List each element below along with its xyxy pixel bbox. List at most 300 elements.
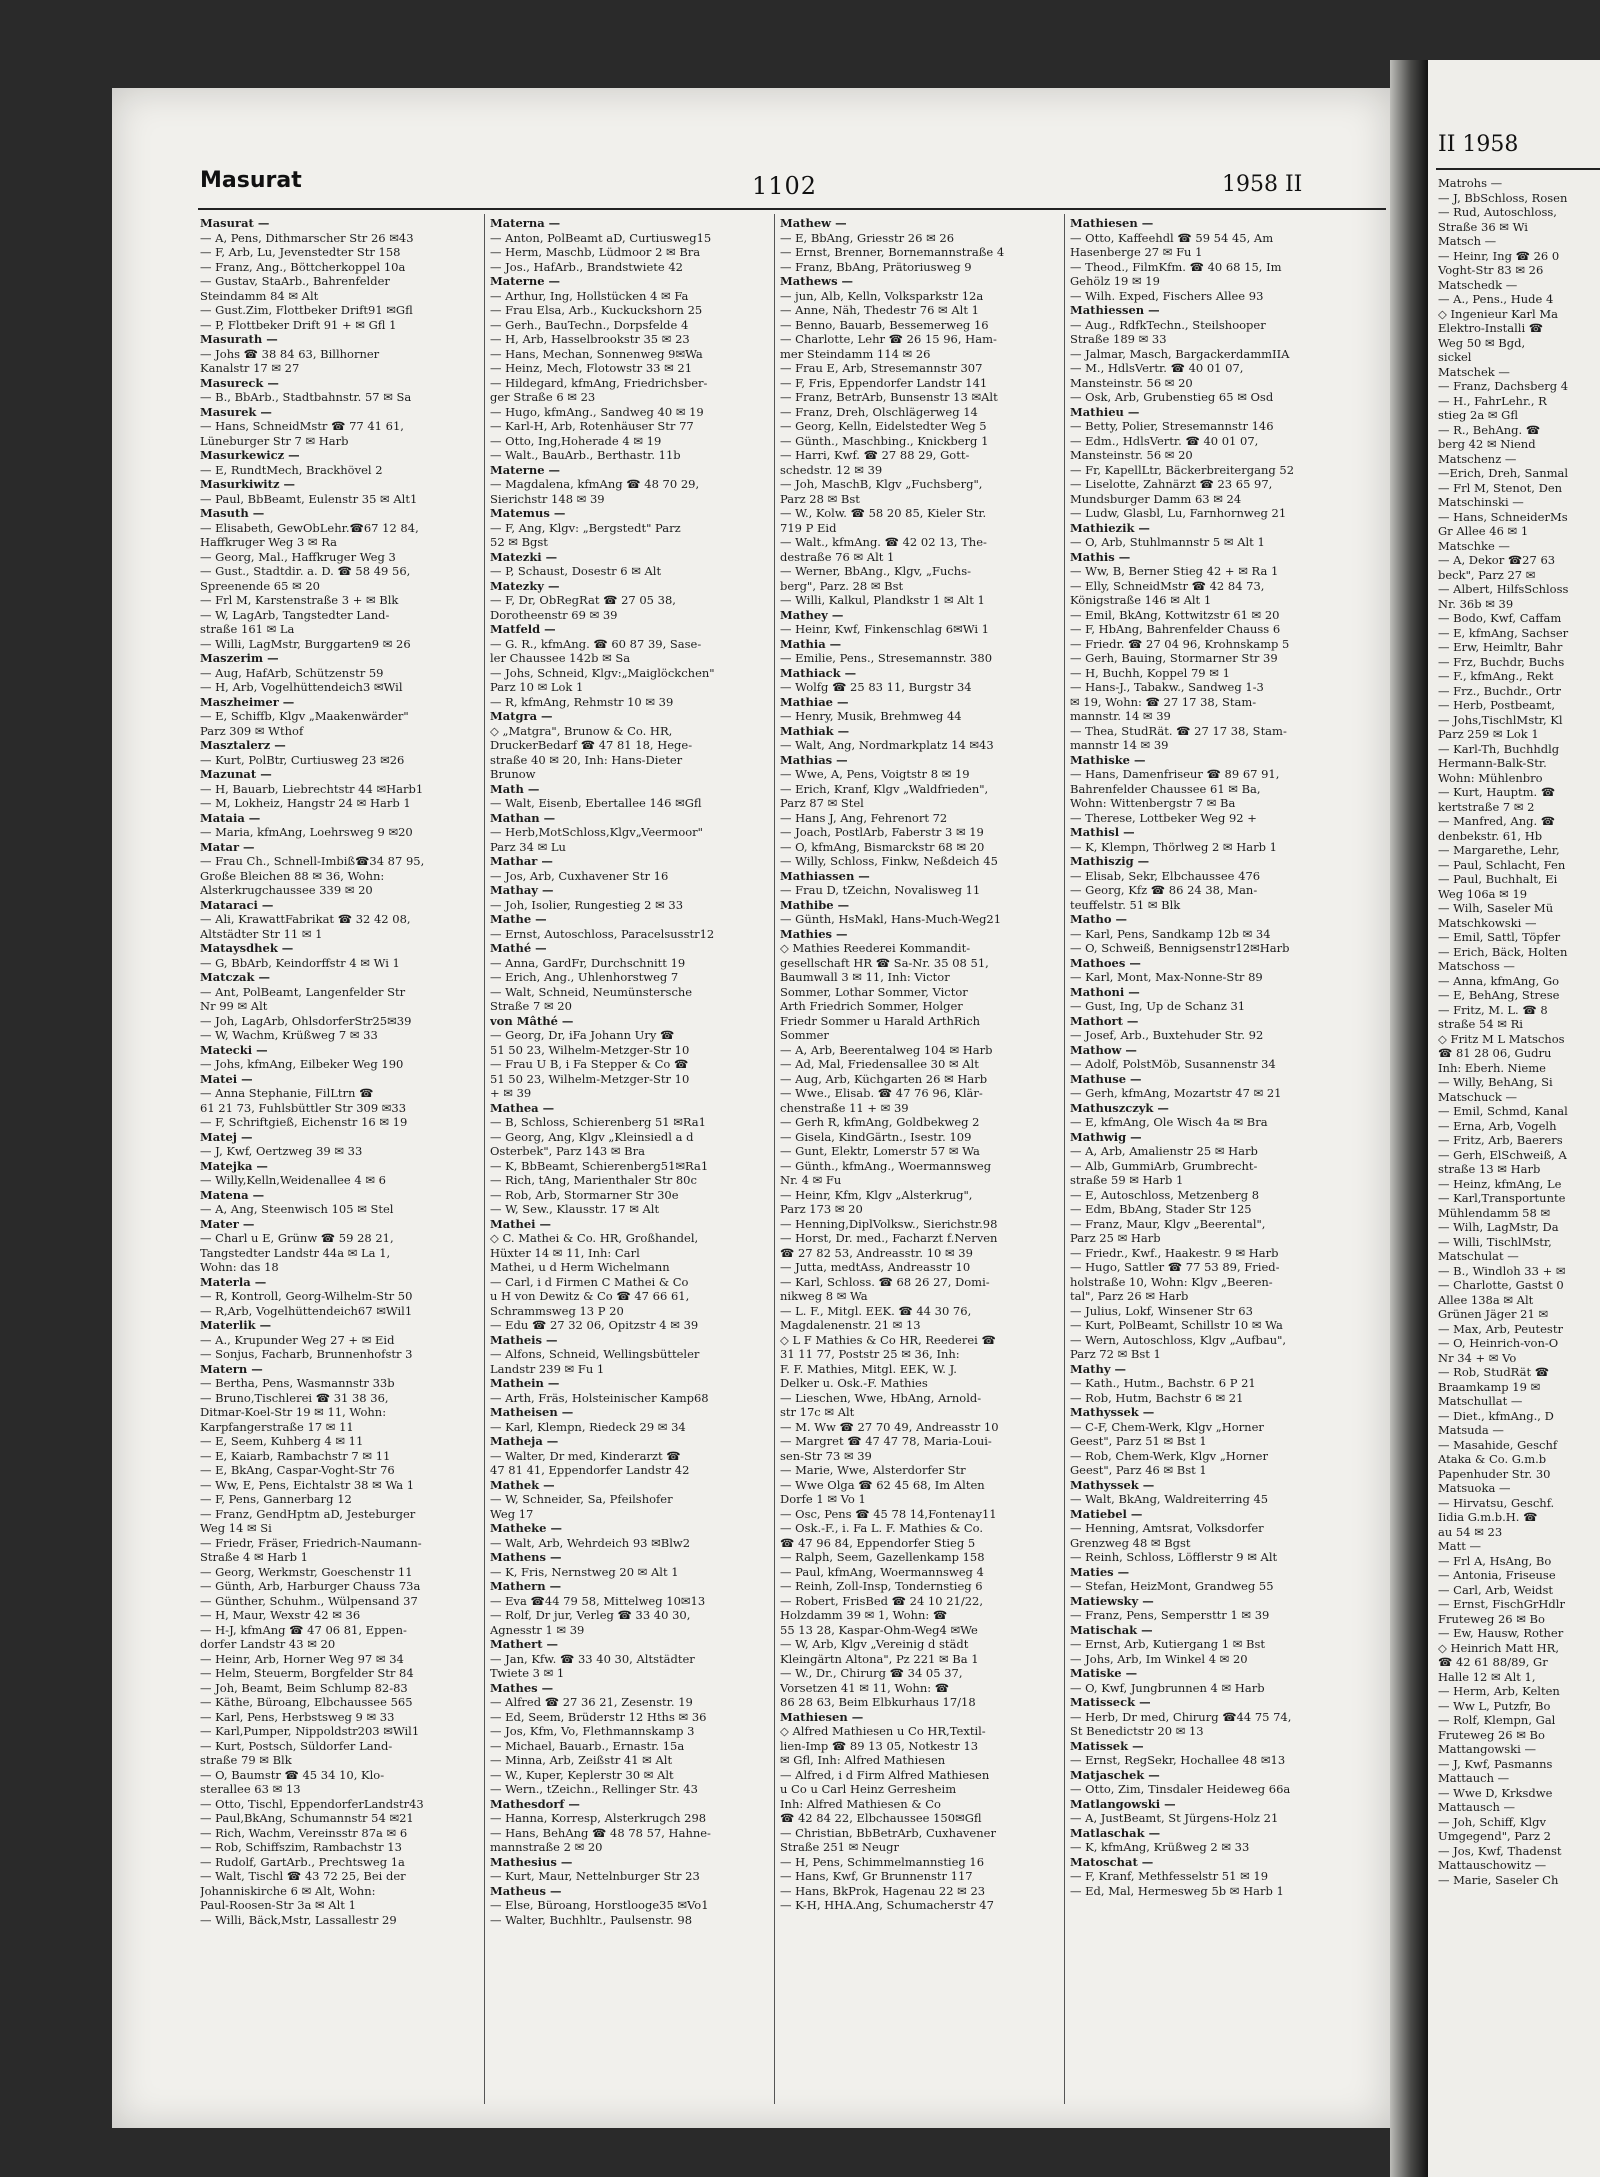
directory-entry: — Reinh, Zoll-Insp, Tondernstieg 6 — [780, 1579, 983, 1593]
directory-entry: gesellschaft HR ☎ Sa-Nr. 35 08 51, — [780, 955, 989, 970]
directory-entry: Brunow — [490, 767, 536, 781]
surname-heading: Matschek — — [1438, 364, 1510, 379]
directory-entry: lien-Imp ☎ 89 13 05, Notkestr 13 — [780, 1738, 979, 1753]
directory-entry: holstraße 10, Wohn: Klgv „Beeren- — [1070, 1274, 1273, 1289]
directory-entry: — W., Kolw. ☎ 58 20 85, Kieler Str. — [780, 506, 987, 520]
surname-heading: Mattausch — — [1438, 1800, 1516, 1814]
directory-entry: ☎ 42 61 88/89, Gr — [1438, 1655, 1548, 1669]
directory-entry: — Otto, Kaffeehdl ☎ 59 54 45, Am — [1070, 230, 1274, 245]
directory-entry: — L. F., Mitgl. EEK. ☎ 44 30 76, — [780, 1303, 972, 1318]
directory-entry: — Rob, StudRät ☎ — [1438, 1365, 1550, 1379]
surname-heading: Mater — — [200, 1216, 255, 1231]
directory-entry: — Arth, Fräs, Holsteinischer Kamp68 — [490, 1390, 709, 1405]
directory-entry: — Jalmar, Masch, BargackerdammIIA — [1070, 346, 1290, 361]
directory-entry: — Herb,MotSchloss,Klgv„Veermoor" — [490, 825, 703, 839]
directory-entry: — Ali, KrawattFabrikat ☎ 32 42 08, — [200, 912, 411, 926]
directory-entry: — Joh, Schiff, Klgv — [1438, 1814, 1547, 1829]
surname-heading: Mathwig — — [1070, 1129, 1142, 1144]
directory-entry: — M. Ww ☎ 27 70 49, Andreasstr 10 — [780, 1419, 999, 1434]
directory-entry: teuffelstr. 51 ✉ Blk — [1070, 897, 1181, 912]
directory-entry: — W, LagArb, Tangstedter Land- — [200, 607, 390, 622]
directory-column-3 — [780, 216, 1057, 1913]
directory-entry: — Anton, PolBeamt aD, Curtiusweg15 — [490, 230, 712, 245]
directory-entry: — Christian, BbBetrArb, Cuxhavener — [780, 1825, 996, 1840]
directory-entry: ☎ 42 84 22, Elbchaussee 150✉Gfl — [780, 1811, 982, 1825]
directory-entry: — Thea, StudRät. ☎ 27 17 38, Stam- — [1070, 723, 1287, 738]
directory-entry: Weg 50 ✉ Bgd, — [1438, 335, 1526, 350]
directory-entry: — Heinz, kfmAng, Le — [1438, 1176, 1562, 1191]
directory-entry: — Masahide, Geschf — [1438, 1437, 1558, 1452]
surname-heading: Mathert — — [490, 1637, 559, 1651]
directory-entry: Alsterkrugchaussee 339 ✉ 20 — [200, 883, 373, 897]
directory-entry: — M, Lokheiz, Hangstr 24 ✉ Harb 1 — [200, 796, 411, 810]
directory-entry: — Wwe Olga ☎ 62 45 68, Im Alten — [780, 1477, 985, 1492]
directory-entry: — Joh, LagArb, OhlsdorferStr25✉39 — [200, 1013, 412, 1028]
directory-entry: + ✉ 39 — [490, 1086, 532, 1100]
directory-entry: — Erna, Arb, Vogelh — [1438, 1118, 1557, 1133]
directory-entry: Hasenberge 27 ✉ Fu 1 — [1070, 245, 1203, 259]
surname-heading: Materlik — — [200, 1318, 272, 1332]
directory-entry: — Franz, Dreh, Olschlägerweg 14 — [780, 404, 978, 419]
surname-heading: Mathe — — [490, 912, 547, 926]
surname-heading: Matissek — — [1070, 1738, 1144, 1753]
directory-entry: — Magdalena, kfmAng ☎ 48 70 29, — [490, 477, 700, 491]
directory-entry: — H, Pens, Schimmelmannstieg 16 — [780, 1854, 985, 1869]
surname-heading: Matiewsky — — [1070, 1593, 1154, 1608]
directory-entry: — Anna Stephanie, FilLtrn ☎ — [200, 1086, 374, 1100]
directory-entry: 719 P Eid — [780, 520, 837, 535]
directory-entry: — A, Arb, Beerentalweg 104 ✉ Harb — [780, 1042, 993, 1057]
directory-entry: — Georg, Werkmstr, Goeschenstr 11 — [200, 1564, 413, 1579]
directory-entry: — Ernst, RegSekr, Hochallee 48 ✉13 — [1070, 1753, 1286, 1767]
directory-entry: — Ad, Mal, Friedensallee 30 ✉ Alt — [780, 1057, 979, 1071]
directory-page — [112, 88, 1390, 2128]
surname-heading: Matschinski — — [1438, 495, 1524, 509]
directory-entry: — Carl, i d Firmen C Mathei & Co — [490, 1274, 689, 1289]
directory-entry: — Joh, Beamt, Beim Schlump 82-83 — [200, 1680, 408, 1695]
directory-entry: ◇ Mathies Reederei Kommandit- — [780, 941, 971, 955]
directory-entry: — Otto, Zim, Tinsdaler Heideweg 66a — [1070, 1782, 1291, 1796]
directory-entry: Weg 17 — [490, 1506, 534, 1521]
surname-heading: Mathews — — [780, 274, 854, 288]
directory-entry: — J, BbSchloss, Rosen — [1438, 190, 1568, 205]
directory-entry: — Maria, kfmAng, Loehrsweg 9 ✉20 — [200, 825, 413, 839]
directory-entry: — Rob, Chem-Werk, Klgv „Horner — [1070, 1448, 1268, 1463]
directory-entry: Wohn: das 18 — [200, 1260, 279, 1274]
directory-entry: — Emil, BkAng, Kottwitzstr 61 ✉ 20 — [1070, 607, 1280, 622]
surname-heading: Materla — — [200, 1274, 267, 1289]
directory-entry: — Anne, Näh, Thedestr 76 ✉ Alt 1 — [780, 303, 979, 317]
surname-heading: Matej — — [200, 1129, 253, 1144]
directory-entry: — Herb, Postbeamt, — [1438, 698, 1556, 712]
directory-entry: — Wwe, A, Pens, Voigtstr 8 ✉ 19 — [780, 767, 970, 781]
directory-entry: 31 11 77, Poststr 25 ✉ 36, Inh: — [780, 1347, 960, 1361]
directory-entry: — Hirvatsu, Geschf. — [1438, 1495, 1555, 1510]
directory-entry: — Ww L, Putzfr, Bo — [1438, 1698, 1551, 1713]
directory-entry: Baumwall 3 ✉ 11, Inh: Victor — [780, 970, 950, 984]
directory-entry: — Michael, Bauarb., Ernastr. 15a — [490, 1738, 685, 1753]
directory-entry: — Hanna, Korresp, Alsterkrugch 298 — [490, 1811, 707, 1825]
directory-entry: — Henry, Musik, Brehmweg 44 — [780, 709, 962, 723]
directory-entry: Parz 259 ✉ Lok 1 — [1438, 727, 1539, 741]
directory-entry: Nr 99 ✉ Alt — [200, 999, 268, 1013]
directory-entry: — A, Ang, Steenwisch 105 ✉ Stel — [200, 1202, 394, 1216]
directory-entry: — Jutta, medtAss, Andreasstr 10 — [780, 1260, 971, 1274]
surname-heading: Mataia — — [200, 810, 261, 825]
directory-entry: — F, Kranf, Methfesselstr 51 ✉ 19 — [1070, 1869, 1269, 1883]
directory-entry: — Ernst, Autoschloss, Paracelsusstr12 — [490, 926, 715, 941]
surname-heading: Matjaschek — — [1070, 1767, 1160, 1782]
directory-entry: Kleingärtn Altona", Pz 221 ✉ Ba 1 — [780, 1651, 979, 1666]
directory-entry: — Friedr. ☎ 27 04 96, Krohnskamp 5 — [1070, 636, 1290, 651]
directory-entry: — Walter, Dr med, Kinderarzt ☎ — [490, 1448, 681, 1463]
surname-heading: Mathieu — — [1070, 404, 1140, 419]
directory-entry: — Bertha, Pens, Wasmannstr 33b — [200, 1376, 395, 1390]
directory-entry: — Osk, Arb, Grubenstieg 65 ✉ Osd — [1070, 390, 1274, 404]
directory-entry: — Kurt, PolBtr, Curtiusweg 23 ✉26 — [200, 752, 405, 767]
directory-entry: — Else, Büroang, Horstlooge35 ✉Vo1 — [490, 1898, 709, 1912]
directory-entry: — W, Schneider, Sa, Pfeilshofer — [490, 1492, 673, 1506]
surname-heading: Matheke — — [490, 1521, 562, 1535]
directory-entry: — Fritz, M. L. ☎ 8 — [1438, 1002, 1548, 1017]
surname-heading: Mattauch — — [1438, 1771, 1510, 1785]
surname-heading: Matern — — [200, 1361, 263, 1376]
directory-entry: — Rudolf, GartArb., Prechtsweg 1a — [200, 1854, 405, 1869]
directory-entry: — Werner, BbAng., Klgv, „Fuchs- — [780, 564, 972, 578]
directory-entry: — Ww, E, Pens, Eichtalstr 38 ✉ Wa 1 — [200, 1477, 415, 1492]
surname-heading: Mathesdorf — — [490, 1796, 580, 1811]
surname-heading: Mathoes — — [1070, 955, 1141, 970]
directory-entry: — Herm, Arb, Kelten — [1438, 1684, 1560, 1698]
directory-entry: — H, Arb, Vogelhüttendeich3 ✉Wil — [200, 680, 403, 694]
directory-entry: — Robert, FrisBed ☎ 24 10 21/22, — [780, 1593, 984, 1608]
directory-entry: — Friedr., Kwf., Haakestr. 9 ✉ Harb — [1070, 1245, 1279, 1260]
directory-entry: Sommer — [780, 1028, 829, 1042]
directory-entry: — Johs, Arb, Im Winkel 4 ✉ 20 — [1070, 1651, 1248, 1666]
directory-entry: — Johs, Schneid, Klgv:„Maiglöckchen" — [490, 665, 715, 680]
directory-entry: Bahrenfelder Chaussee 61 ✉ Ba, — [1070, 781, 1261, 796]
directory-entry: Delker u. Osk.-F. Mathies — [780, 1376, 928, 1390]
directory-entry: — Minna, Arb, Zeißstr 41 ✉ Alt — [490, 1753, 673, 1767]
directory-entry: — E, kfmAng, Ole Wisch 4a ✉ Bra — [1070, 1115, 1268, 1129]
surname-heading: Matezky — — [490, 578, 560, 593]
directory-entry: — Herm, Maschb, Lüdmoor 2 ✉ Bra — [490, 245, 701, 259]
surname-heading: Mathort — — [1070, 1013, 1139, 1028]
directory-entry: ◇ C. Mathei & Co. HR, Großhandel, — [490, 1231, 699, 1245]
directory-entry: Braamkamp 19 ✉ — [1438, 1379, 1541, 1394]
directory-entry: — P, Flottbeker Drift 91 + ✉ Gfl 1 — [200, 317, 397, 332]
directory-entry: Papenhuder Str. 30 — [1438, 1466, 1551, 1481]
directory-entry: ◇ Alfred Mathiesen u Co HR,Textil- — [780, 1724, 986, 1738]
directory-entry: — E, RundtMech, Brackhövel 2 — [200, 462, 383, 477]
directory-entry: — E, Schiffb, Klgv „Maakenwärder" — [200, 709, 409, 723]
directory-entry: schedstr. 12 ✉ 39 — [780, 462, 883, 477]
directory-entry: — Franz, GendHptm aD, Jesteburger — [200, 1506, 416, 1521]
surname-heading: Matsch — — [1438, 234, 1497, 248]
directory-entry: — Otto, Ing,Hoherade 4 ✉ 19 — [490, 433, 662, 448]
directory-entry: Geest", Parz 46 ✉ Bst 1 — [1070, 1463, 1207, 1477]
directory-entry: — Karl-H, Arb, Rotenhäuser Str 77 — [490, 419, 694, 433]
directory-entry: — jun, Alb, Kelln, Volksparkstr 12a — [780, 288, 984, 303]
directory-entry: Halle 12 ✉ Alt 1, — [1438, 1669, 1536, 1684]
directory-entry: — Gisela, KindGärtn., Isestr. 109 — [780, 1129, 972, 1144]
surname-heading: Matfeld — — [490, 622, 556, 636]
directory-entry: — Otto, Tischl, EppendorferLandstr43 — [200, 1796, 424, 1811]
directory-entry: — Hans, Damenfriseur ☎ 89 67 91, — [1070, 767, 1280, 781]
directory-entry: — Emil, Schmd, Kanal — [1438, 1104, 1568, 1118]
directory-entry: — Gust., Stadtdir. a. D. ☎ 58 49 56, — [200, 564, 411, 578]
directory-entry: — Karl, Klempn, Riedeck 29 ✉ 34 — [490, 1419, 686, 1434]
surname-heading: Mathiak — — [780, 723, 850, 738]
directory-entry: — Jos, Kwf, Thadenst — [1438, 1843, 1562, 1858]
directory-entry: — K-H, HHA.Ang, Schumacherstr 47 — [780, 1898, 994, 1912]
surname-heading: Matheisen — — [490, 1405, 574, 1419]
directory-entry: — Gerh, ElSchweiß, A — [1438, 1147, 1567, 1162]
directory-entry: ◇ „Matgra", Brunow & Co. HR, — [490, 723, 673, 738]
directory-column-1 — [200, 216, 477, 1927]
directory-entry: — K, kfmAng, Krüßweg 2 ✉ 33 — [1070, 1840, 1250, 1854]
directory-entry: — Frz, Buchdr, Buchs — [1438, 654, 1565, 669]
directory-entry: Mundsburger Damm 63 ✉ 24 — [1070, 491, 1242, 506]
directory-entry: Twiete 3 ✉ 1 — [490, 1666, 565, 1680]
directory-entry: — Wilh. Exped, Fischers Allee 93 — [1070, 288, 1264, 303]
surname-heading: Matei — — [200, 1071, 253, 1086]
surname-heading: Mathiassen — — [780, 868, 870, 883]
directory-entry: Straße 4 ✉ Harb 1 — [200, 1550, 308, 1564]
book-gutter — [1390, 60, 1428, 2177]
directory-entry: Nr. 36b ✉ 39 — [1438, 596, 1514, 611]
directory-entry: — W., Kuper, Keplerstr 30 ✉ Alt — [490, 1767, 674, 1782]
directory-entry: — Kurt, Hauptm. ☎ — [1438, 785, 1556, 799]
directory-entry: — R,Arb, Vogelhüttendeich67 ✉Wil1 — [200, 1303, 413, 1318]
directory-entry: — K, Fris, Nernstweg 20 ✉ Alt 1 — [490, 1564, 679, 1579]
directory-entry: — Hans, Kwf, Gr Brunnenstr 117 — [780, 1869, 973, 1883]
directory-entry: — Arthur, Ing, Hollstücken 4 ✉ Fa — [490, 288, 689, 303]
directory-entry: — P, Schaust, Dosestr 6 ✉ Alt — [490, 564, 662, 578]
directory-entry: — Ernst, FischGrHdlr — [1438, 1597, 1565, 1611]
directory-entry: — Hans-J., Tabakw., Sandweg 1-3 — [1070, 680, 1264, 694]
surname-heading: Matena — — [200, 1187, 265, 1202]
directory-entry: — Joh, Isolier, Rungestieg 2 ✉ 33 — [490, 897, 684, 912]
directory-entry: Grünen Jäger 21 ✉ — [1438, 1307, 1549, 1321]
surname-heading: Matheis — — [490, 1332, 558, 1347]
directory-entry: — Alb, GummiArb, Grumbrecht- — [1070, 1158, 1258, 1173]
directory-entry: — Walt, Arb, Wehrdeich 93 ✉Blw2 — [490, 1535, 691, 1550]
directory-entry: — Elly, SchneidMstr ☎ 42 84 73, — [1070, 578, 1265, 593]
directory-entry: ☎ 47 96 84, Eppendorfer Stieg 5 — [780, 1535, 976, 1550]
surname-heading: Materne — — [490, 274, 561, 288]
directory-entry: St Benedictstr 20 ✉ 13 — [1070, 1724, 1204, 1738]
directory-entry: — H-J, kfmAng ☎ 47 06 81, Eppen- — [200, 1622, 407, 1637]
directory-entry: — Willi, TischlMstr, — [1438, 1234, 1552, 1249]
directory-entry: — Paul, Schlacht, Fen — [1438, 857, 1566, 872]
directory-entry: — R., BehAng. ☎ — [1438, 422, 1541, 437]
directory-entry: tal", Parz 26 ✉ Harb — [1070, 1289, 1189, 1303]
directory-entry: — Wwe., Elisab. ☎ 47 76 96, Klär- — [780, 1086, 983, 1100]
directory-entry: Weg 106a ✉ 19 — [1438, 886, 1528, 901]
surname-heading: Matt — — [1438, 1539, 1482, 1553]
surname-heading: Mathiszig — — [1070, 854, 1150, 868]
directory-entry: — Antonia, Friseuse — [1438, 1568, 1556, 1582]
directory-entry: — Erw, Heimltr, Bahr — [1438, 640, 1563, 654]
facing-page-header: II 1958 — [1438, 132, 1519, 157]
directory-entry: — Gustav, StaArb., Bahrenfelder — [200, 274, 390, 288]
directory-entry: — Walt, Tischl ☎ 43 72 25, Bei der — [200, 1869, 406, 1883]
directory-entry: Hermann-Balk-Str. — [1438, 756, 1547, 770]
directory-entry: — Willy, BehAng, Si — [1438, 1075, 1553, 1089]
directory-entry: — H, Maur, Wexstr 42 ✉ 36 — [200, 1608, 361, 1622]
surname-heading: Masurath — — [200, 332, 278, 346]
directory-entry: Straße 251 ✉ Neugr — [780, 1840, 900, 1854]
directory-entry: — Franz, Pens, Sempersttr 1 ✉ 39 — [1070, 1608, 1270, 1622]
directory-entry: — Carl, Arb, Weidst — [1438, 1582, 1554, 1597]
surname-heading: Math — — [490, 781, 540, 796]
directory-entry: — Edm., HdlsVertr. ☎ 40 01 07, — [1070, 433, 1259, 448]
directory-entry: — Wilh, Saseler Mü — [1438, 901, 1554, 915]
directory-entry: — Walt, Eisenb, Ebertallee 146 ✉Gfl — [490, 796, 702, 810]
directory-entry: Allee 138a ✉ Alt — [1438, 1292, 1534, 1307]
directory-entry: — O, Kwf, Jungbrunnen 4 ✉ Harb — [1070, 1680, 1265, 1695]
directory-entry: Fruteweg 26 ✉ Bo — [1438, 1611, 1545, 1626]
directory-entry: ◇ Heinrich Matt HR, — [1438, 1640, 1559, 1655]
directory-entry: Umgegend", Parz 2 — [1438, 1829, 1551, 1843]
directory-entry: — Günther, Schuhm., Wülpensand 37 — [200, 1593, 418, 1608]
directory-entry: berg", Parz. 28 ✉ Bst — [780, 578, 904, 593]
directory-entry: ◇ L F Mathies & Co HR, Reederei ☎ — [780, 1332, 996, 1347]
directory-entry: Lüneburger Str 7 ✉ Harb — [200, 433, 349, 448]
directory-entry: u Co u Carl Heinz Gerresheim — [780, 1782, 957, 1796]
surname-heading: Matgra — — [490, 709, 553, 723]
directory-entry: dorfer Landstr 43 ✉ 20 — [200, 1637, 336, 1651]
directory-entry: berg 42 ✉ Niend — [1438, 437, 1536, 451]
directory-entry: — Joh, MaschB, Klgv „Fuchsberg", — [780, 477, 983, 491]
facing-page — [1428, 60, 1600, 2177]
directory-entry: — Kurt, PolBeamt, Schillstr 10 ✉ Wa — [1070, 1318, 1283, 1332]
directory-entry: sen-Str 73 ✉ 39 — [780, 1448, 872, 1463]
directory-entry: — Josef, Arb., Buxtehuder Str. 92 — [1070, 1028, 1264, 1042]
directory-entry: — F, Dr, ObRegRat ☎ 27 05 38, — [490, 593, 676, 607]
directory-entry: u H von Dewitz & Co ☎ 47 66 61, — [490, 1289, 690, 1303]
directory-entry: — Willi, Kalkul, Plandkstr 1 ✉ Alt 1 — [780, 593, 985, 607]
directory-entry: — Adolf, PolstMöb, Susannenstr 34 — [1070, 1057, 1276, 1071]
directory-entry: — Günth., kfmAng., Woermannsweg — [780, 1158, 992, 1173]
directory-entry: — E, Autoschloss, Metzenberg 8 — [1070, 1187, 1260, 1202]
directory-entry: — J, Kwf, Pasmanns — [1438, 1756, 1553, 1771]
directory-entry: nikweg 8 ✉ Wa — [780, 1289, 868, 1303]
column-divider — [484, 214, 485, 2104]
directory-entry: — Karl,Pumper, Nippoldstr203 ✉Wil1 — [200, 1724, 420, 1738]
directory-entry: — Charlotte, Gastst 0 — [1438, 1278, 1564, 1292]
directory-entry: — G. R., kfmAng. ☎ 60 87 39, Sase- — [490, 636, 702, 651]
directory-entry: — Hugo, Sattler ☎ 77 53 89, Fried- — [1070, 1260, 1280, 1274]
surname-heading: Matisseck — — [1070, 1695, 1151, 1709]
directory-entry: Parz 28 ✉ Bst — [780, 491, 860, 506]
directory-entry: ☎ 27 82 53, Andreasstr. 10 ✉ 39 — [780, 1245, 973, 1260]
directory-entry: straße 161 ✉ La — [200, 622, 295, 636]
surname-heading: Mathow — — [1070, 1042, 1137, 1057]
directory-entry: — Günth., Maschbing., Knickberg 1 — [780, 433, 989, 448]
directory-entry: — Anna, kfmAng, Go — [1438, 973, 1560, 988]
surname-heading: Masurek — — [200, 404, 272, 419]
directory-entry: destraße 76 ✉ Alt 1 — [780, 549, 895, 564]
directory-entry: — Käthe, Büroang, Elbchaussee 565 — [200, 1695, 413, 1709]
directory-entry: — R, kfmAng, Rehmstr 10 ✉ 39 — [490, 694, 674, 709]
directory-entry: — Hans J, Ang, Fehrenort 72 — [780, 810, 948, 825]
directory-entry: Voght-Str 83 ✉ 26 — [1438, 263, 1544, 277]
directory-entry: Friedr Sommer u Harald ArthRich — [780, 1013, 981, 1028]
directory-entry: — Kath., Hutm., Bachstr. 6 P 21 — [1070, 1376, 1256, 1390]
directory-entry: — Emilie, Pens., Stresemannstr. 380 — [780, 651, 993, 665]
surname-heading: Mathy — — [1070, 1361, 1127, 1376]
surname-heading: Mathan — — [490, 810, 556, 825]
directory-entry: — Charl u E, Grünw ☎ 59 28 21, — [200, 1231, 394, 1245]
directory-entry: — Sonjus, Facharb, Brunnenhofstr 3 — [200, 1347, 413, 1361]
directory-entry: — Walt., kfmAng. ☎ 42 02 13, The- — [780, 535, 987, 549]
directory-entry: — Jan, Kfw. ☎ 33 40 30, Altstädter — [490, 1651, 695, 1666]
directory-entry: — E, Seem, Kuhberg 4 ✉ 11 — [200, 1434, 364, 1448]
directory-entry: Altstädter Str 11 ✉ 1 — [200, 926, 323, 941]
surname-heading: Mattauschowitz — — [1438, 1858, 1547, 1872]
directory-entry: — Frau Ch., Schnell-Imbiß☎34 87 95, — [200, 854, 425, 868]
directory-entry: straße 13 ✉ Harb — [1438, 1162, 1541, 1176]
directory-entry: — O, Baumstr ☎ 45 34 10, Klo- — [200, 1767, 385, 1782]
directory-entry: Sierichstr 148 ✉ 39 — [490, 491, 605, 506]
surname-heading: Mathyssek — — [1070, 1477, 1155, 1492]
directory-entry: — Rolf, Dr jur, Verleg ☎ 33 40 30, — [490, 1608, 691, 1622]
directory-entry: DruckerBedarf ☎ 47 81 18, Hege- — [490, 738, 693, 752]
surname-heading: Matar — — [200, 839, 255, 854]
directory-entry: ☎ 81 28 06, Gudru — [1438, 1046, 1552, 1060]
directory-entry: — Fritz, Arb, Baerers — [1438, 1133, 1563, 1147]
directory-entry: — Friedr, Fräser, Friedrich-Naumann- — [200, 1535, 422, 1550]
directory-entry: — Eva ☎44 79 58, Mittelweg 10✉13 — [490, 1593, 706, 1608]
directory-entry: — F, Fris, Eppendorfer Landstr 141 — [780, 375, 988, 390]
directory-entry: — Osk.-F., i. Fa L. F. Mathies & Co. — [780, 1521, 984, 1535]
directory-entry: — Alfons, Schneid, Wellingsbütteler — [490, 1347, 700, 1361]
directory-entry: — O, Schweiß, Bennigsenstr12✉Harb — [1070, 941, 1290, 955]
directory-entry: — Gunt, Elektr, Lomerstr 57 ✉ Wa — [780, 1144, 980, 1158]
directory-entry: — Alfred ☎ 27 36 21, Zesenstr. 19 — [490, 1695, 693, 1709]
directory-entry: Landstr 239 ✉ Fu 1 — [490, 1361, 605, 1376]
directory-entry: — Willy,Kelln,Weidenallee 4 ✉ 6 — [200, 1173, 386, 1187]
directory-entry: — Ed, Seem, Brüderstr 12 Hths ✉ 36 — [490, 1709, 707, 1724]
directory-entry: — Frau D, tZeichn, Novalisweg 11 — [780, 883, 981, 897]
directory-entry: — Frl A, HsAng, Bo — [1438, 1553, 1552, 1568]
directory-entry: — Gerh R, kfmAng, Goldbekweg 2 — [780, 1115, 980, 1129]
directory-entry: — Betty, Polier, Stresemannstr 146 — [1070, 419, 1274, 433]
directory-entry: — H., FahrLehr., R — [1438, 393, 1547, 408]
directory-entry: — Theod., FilmKfm. ☎ 40 68 15, Im — [1070, 259, 1282, 274]
surname-heading: Mathern — — [490, 1579, 562, 1593]
directory-entry: — Henning,DiplVolksw., Sierichstr.98 — [780, 1216, 998, 1231]
directory-entry: stieg 2a ✉ Gfl — [1438, 408, 1519, 422]
directory-entry: Paul-Roosen-Str 3a ✉ Alt 1 — [200, 1898, 356, 1912]
directory-entry: — Bruno,Tischlerei ☎ 31 38 36, — [200, 1390, 389, 1405]
surname-heading: Materne — — [490, 462, 561, 477]
directory-entry: — Horst, Dr. med., Facharzt f.Nerven — [780, 1231, 998, 1245]
directory-entry: Inh: Eberh. Nieme — [1438, 1060, 1546, 1075]
surname-heading: Matschullat — — [1438, 1394, 1523, 1408]
directory-entry: — Gerh., BauTechn., Dorpsfelde 4 — [490, 317, 689, 332]
directory-entry: — F., kfmAng., Rekt — [1438, 669, 1554, 683]
directory-entry: Vorsetzen 41 ✉ 11, Wohn: ☎ — [780, 1680, 950, 1695]
directory-entry: — Johs,TischlMstr, Kl — [1438, 712, 1563, 727]
directory-entry: Königstraße 146 ✉ Alt 1 — [1070, 593, 1212, 607]
directory-entry: — Ernst, Arb, Kutiergang 1 ✉ Bst — [1070, 1637, 1265, 1651]
directory-entry: au 54 ✉ 23 — [1438, 1524, 1503, 1539]
surname-heading: Matoschat — — [1070, 1854, 1154, 1869]
surname-heading: Matsuoka — — [1438, 1481, 1511, 1495]
